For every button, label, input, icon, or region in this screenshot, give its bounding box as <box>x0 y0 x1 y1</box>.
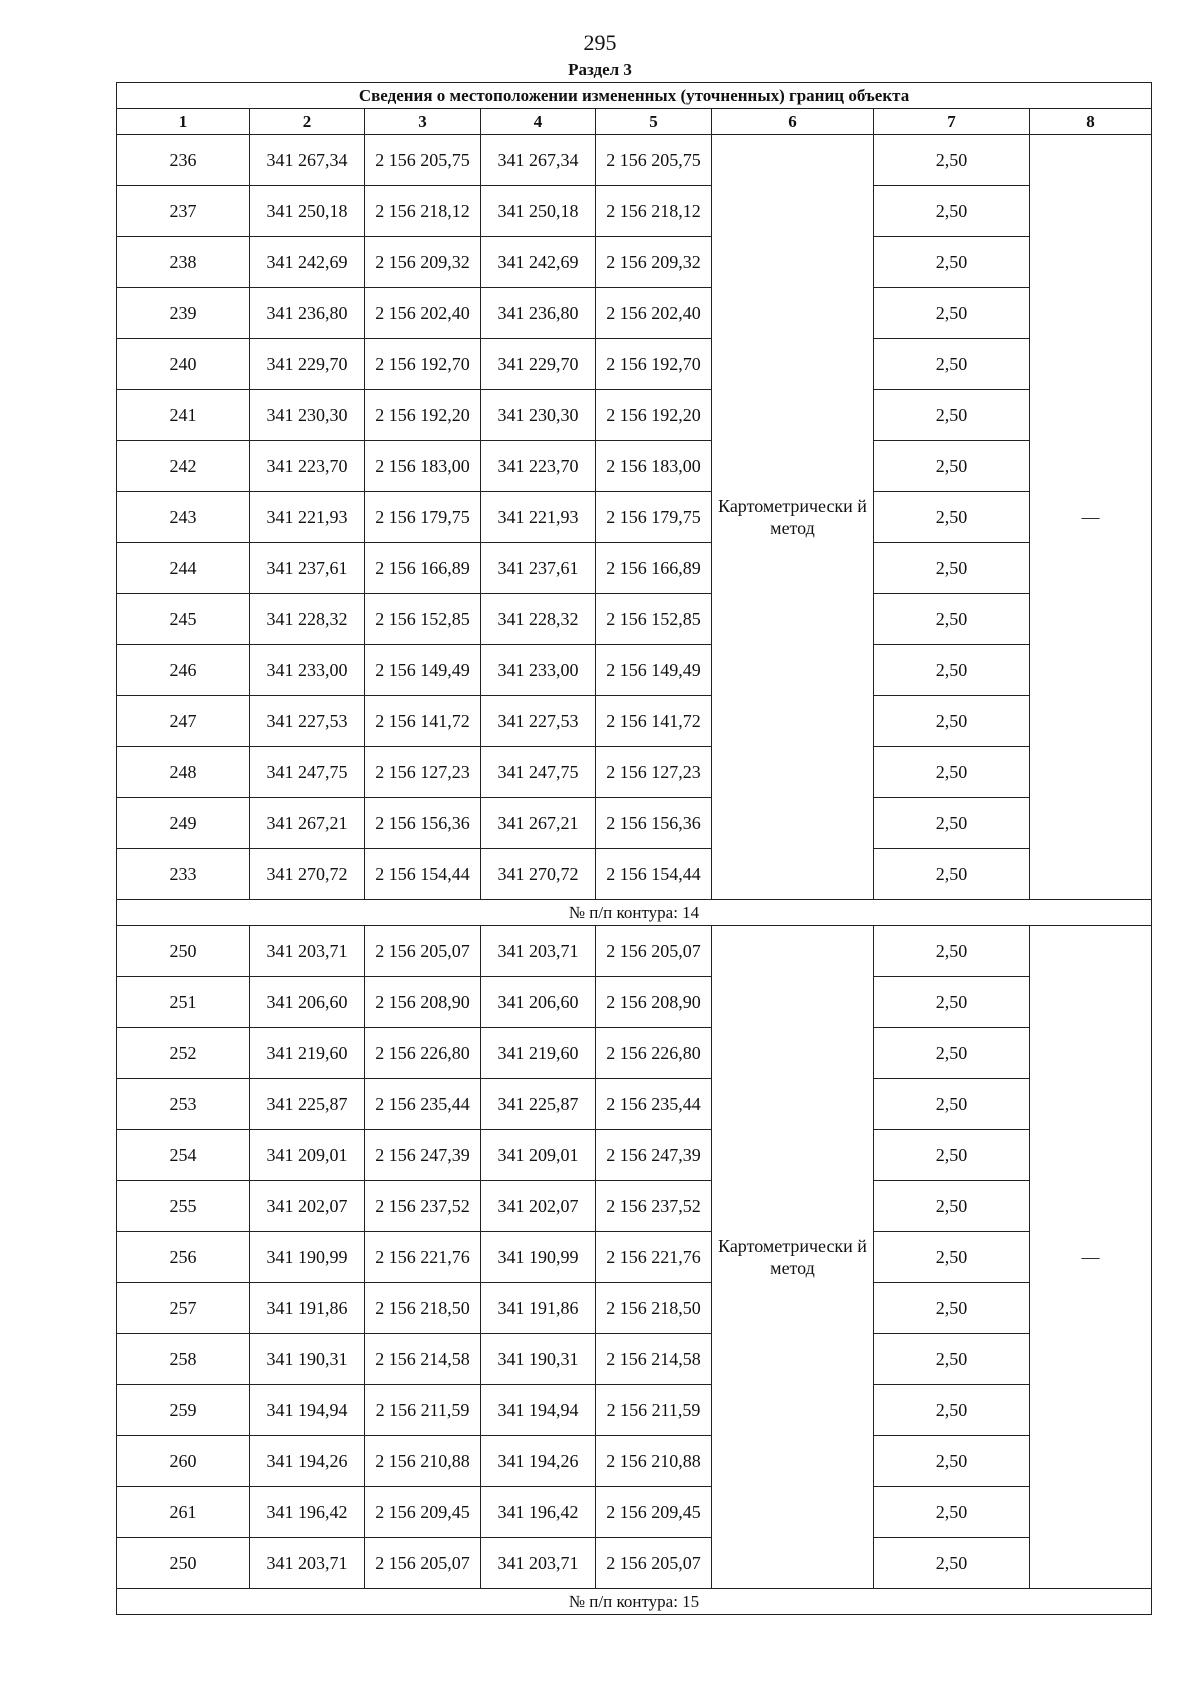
table-row <box>117 1130 1152 1181</box>
point-number-cell: 241 <box>117 390 250 441</box>
accuracy-cell: 2,50 <box>874 543 1030 594</box>
existing-x-cell: 341 203,71 <box>250 926 365 977</box>
point-number-cell: 260 <box>117 1436 250 1487</box>
new-x-cell: 341 194,94 <box>481 1385 596 1436</box>
new-y-cell: 2 156 149,49 <box>596 645 712 696</box>
existing-y-cell: 2 156 154,44 <box>365 849 481 900</box>
new-y-cell: 2 156 211,59 <box>596 1385 712 1436</box>
new-y-cell: 2 156 154,44 <box>596 849 712 900</box>
column-header-row <box>117 109 1152 135</box>
new-x-cell: 341 194,26 <box>481 1436 596 1487</box>
point-number-cell: 250 <box>117 1538 250 1589</box>
point-number-cell: 256 <box>117 1232 250 1283</box>
existing-x-cell: 341 225,87 <box>250 1079 365 1130</box>
new-y-cell: 2 156 192,20 <box>596 390 712 441</box>
new-y-cell: 2 156 210,88 <box>596 1436 712 1487</box>
new-y-cell: 2 156 209,45 <box>596 1487 712 1538</box>
new-x-cell: 341 250,18 <box>481 186 596 237</box>
table-row <box>117 1538 1152 1589</box>
existing-y-cell: 2 156 205,07 <box>365 926 481 977</box>
new-x-cell: 341 230,30 <box>481 390 596 441</box>
new-y-cell: 2 156 205,75 <box>596 135 712 186</box>
column-header: 5 <box>596 109 712 135</box>
contour-label: № п/п контура: 15 <box>117 1589 1152 1615</box>
point-number-cell: 246 <box>117 645 250 696</box>
table-row <box>117 441 1152 492</box>
existing-x-cell: 341 209,01 <box>250 1130 365 1181</box>
new-x-cell: 341 209,01 <box>481 1130 596 1181</box>
new-y-cell: 2 156 218,50 <box>596 1283 712 1334</box>
accuracy-cell: 2,50 <box>874 645 1030 696</box>
existing-x-cell: 341 237,61 <box>250 543 365 594</box>
new-y-cell: 2 156 209,32 <box>596 237 712 288</box>
new-y-cell: 2 156 221,76 <box>596 1232 712 1283</box>
new-y-cell: 2 156 141,72 <box>596 696 712 747</box>
point-number-cell: 259 <box>117 1385 250 1436</box>
existing-y-cell: 2 156 209,45 <box>365 1487 481 1538</box>
point-number-cell: 236 <box>117 135 250 186</box>
new-x-cell: 341 203,71 <box>481 1538 596 1589</box>
accuracy-cell: 2,50 <box>874 696 1030 747</box>
existing-y-cell: 2 156 210,88 <box>365 1436 481 1487</box>
point-number-cell: 233 <box>117 849 250 900</box>
column-8-cell: — <box>1030 135 1152 900</box>
point-number-cell: 239 <box>117 288 250 339</box>
accuracy-cell: 2,50 <box>874 1028 1030 1079</box>
new-y-cell: 2 156 247,39 <box>596 1130 712 1181</box>
table-row <box>117 926 1152 977</box>
page-number: 295 <box>583 30 617 55</box>
new-x-cell: 341 225,87 <box>481 1079 596 1130</box>
existing-y-cell: 2 156 247,39 <box>365 1130 481 1181</box>
new-x-cell: 341 229,70 <box>481 339 596 390</box>
existing-x-cell: 341 219,60 <box>250 1028 365 1079</box>
existing-y-cell: 2 156 218,12 <box>365 186 481 237</box>
column-header: 1 <box>117 109 250 135</box>
existing-x-cell: 341 228,32 <box>250 594 365 645</box>
accuracy-cell: 2,50 <box>874 1283 1030 1334</box>
table-row <box>117 1232 1152 1283</box>
point-number-cell: 254 <box>117 1130 250 1181</box>
table-row <box>117 1181 1152 1232</box>
existing-y-cell: 2 156 192,20 <box>365 390 481 441</box>
accuracy-cell: 2,50 <box>874 390 1030 441</box>
new-y-cell: 2 156 214,58 <box>596 1334 712 1385</box>
existing-x-cell: 341 190,99 <box>250 1232 365 1283</box>
contour-label-row <box>117 1589 1152 1615</box>
table-row <box>117 747 1152 798</box>
existing-x-cell: 341 247,75 <box>250 747 365 798</box>
existing-y-cell: 2 156 226,80 <box>365 1028 481 1079</box>
existing-x-cell: 341 270,72 <box>250 849 365 900</box>
existing-x-cell: 341 267,21 <box>250 798 365 849</box>
existing-y-cell: 2 156 202,40 <box>365 288 481 339</box>
table-row <box>117 798 1152 849</box>
new-y-cell: 2 156 237,52 <box>596 1181 712 1232</box>
point-number-cell: 261 <box>117 1487 250 1538</box>
accuracy-cell: 2,50 <box>874 1079 1030 1130</box>
table-row <box>117 1334 1152 1385</box>
table-row <box>117 186 1152 237</box>
existing-y-cell: 2 156 166,89 <box>365 543 481 594</box>
existing-y-cell: 2 156 221,76 <box>365 1232 481 1283</box>
column-header: 6 <box>712 109 874 135</box>
new-x-cell: 341 206,60 <box>481 977 596 1028</box>
new-x-cell: 341 223,70 <box>481 441 596 492</box>
table-row <box>117 1385 1152 1436</box>
existing-y-cell: 2 156 183,00 <box>365 441 481 492</box>
existing-y-cell: 2 156 209,32 <box>365 237 481 288</box>
accuracy-cell: 2,50 <box>874 747 1030 798</box>
table-row <box>117 288 1152 339</box>
accuracy-cell: 2,50 <box>874 594 1030 645</box>
table-row <box>117 390 1152 441</box>
new-y-cell: 2 156 235,44 <box>596 1079 712 1130</box>
new-y-cell: 2 156 192,70 <box>596 339 712 390</box>
existing-y-cell: 2 156 214,58 <box>365 1334 481 1385</box>
accuracy-cell: 2,50 <box>874 1130 1030 1181</box>
table-row <box>117 594 1152 645</box>
point-number-cell: 251 <box>117 977 250 1028</box>
existing-x-cell: 341 236,80 <box>250 288 365 339</box>
existing-x-cell: 341 202,07 <box>250 1181 365 1232</box>
new-x-cell: 341 267,21 <box>481 798 596 849</box>
contour-label-row <box>117 900 1152 926</box>
point-number-cell: 244 <box>117 543 250 594</box>
existing-y-cell: 2 156 152,85 <box>365 594 481 645</box>
accuracy-cell: 2,50 <box>874 926 1030 977</box>
method-cell: Картометрически й метод <box>712 135 874 900</box>
accuracy-cell: 2,50 <box>874 1487 1030 1538</box>
new-y-cell: 2 156 152,85 <box>596 594 712 645</box>
accuracy-cell: 2,50 <box>874 237 1030 288</box>
table-row <box>117 645 1152 696</box>
new-y-cell: 2 156 156,36 <box>596 798 712 849</box>
existing-x-cell: 341 194,94 <box>250 1385 365 1436</box>
existing-y-cell: 2 156 235,44 <box>365 1079 481 1130</box>
table-row <box>117 1079 1152 1130</box>
existing-y-cell: 2 156 208,90 <box>365 977 481 1028</box>
new-x-cell: 341 196,42 <box>481 1487 596 1538</box>
table-row <box>117 849 1152 900</box>
existing-x-cell: 341 203,71 <box>250 1538 365 1589</box>
column-header: 2 <box>250 109 365 135</box>
new-y-cell: 2 156 218,12 <box>596 186 712 237</box>
existing-x-cell: 341 242,69 <box>250 237 365 288</box>
point-number-cell: 252 <box>117 1028 250 1079</box>
point-number-cell: 243 <box>117 492 250 543</box>
existing-y-cell: 2 156 127,23 <box>365 747 481 798</box>
point-number-cell: 247 <box>117 696 250 747</box>
column-8-cell: — <box>1030 926 1152 1589</box>
point-number-cell: 258 <box>117 1334 250 1385</box>
existing-y-cell: 2 156 218,50 <box>365 1283 481 1334</box>
existing-x-cell: 341 267,34 <box>250 135 365 186</box>
existing-y-cell: 2 156 205,07 <box>365 1538 481 1589</box>
existing-y-cell: 2 156 205,75 <box>365 135 481 186</box>
new-y-cell: 2 156 208,90 <box>596 977 712 1028</box>
point-number-cell: 255 <box>117 1181 250 1232</box>
existing-y-cell: 2 156 211,59 <box>365 1385 481 1436</box>
point-number-cell: 253 <box>117 1079 250 1130</box>
accuracy-cell: 2,50 <box>874 186 1030 237</box>
accuracy-cell: 2,50 <box>874 441 1030 492</box>
table-row <box>117 1487 1152 1538</box>
new-y-cell: 2 156 183,00 <box>596 441 712 492</box>
accuracy-cell: 2,50 <box>874 492 1030 543</box>
existing-x-cell: 341 206,60 <box>250 977 365 1028</box>
point-number-cell: 238 <box>117 237 250 288</box>
point-number-cell: 240 <box>117 339 250 390</box>
accuracy-cell: 2,50 <box>874 1232 1030 1283</box>
existing-x-cell: 341 190,31 <box>250 1334 365 1385</box>
existing-y-cell: 2 156 192,70 <box>365 339 481 390</box>
accuracy-cell: 2,50 <box>874 1538 1030 1589</box>
column-header: 7 <box>874 109 1030 135</box>
existing-y-cell: 2 156 149,49 <box>365 645 481 696</box>
new-x-cell: 341 228,32 <box>481 594 596 645</box>
table-row <box>117 696 1152 747</box>
new-x-cell: 341 190,31 <box>481 1334 596 1385</box>
new-y-cell: 2 156 127,23 <box>596 747 712 798</box>
section-title: Раздел 3 <box>568 60 632 79</box>
point-number-cell: 249 <box>117 798 250 849</box>
new-x-cell: 341 190,99 <box>481 1232 596 1283</box>
accuracy-cell: 2,50 <box>874 977 1030 1028</box>
new-x-cell: 341 227,53 <box>481 696 596 747</box>
accuracy-cell: 2,50 <box>874 288 1030 339</box>
new-x-cell: 341 267,34 <box>481 135 596 186</box>
new-y-cell: 2 156 166,89 <box>596 543 712 594</box>
new-x-cell: 341 233,00 <box>481 645 596 696</box>
existing-y-cell: 2 156 179,75 <box>365 492 481 543</box>
accuracy-cell: 2,50 <box>874 798 1030 849</box>
accuracy-cell: 2,50 <box>874 1181 1030 1232</box>
existing-x-cell: 341 229,70 <box>250 339 365 390</box>
table-row <box>117 135 1152 186</box>
new-x-cell: 341 247,75 <box>481 747 596 798</box>
new-y-cell: 2 156 226,80 <box>596 1028 712 1079</box>
accuracy-cell: 2,50 <box>874 135 1030 186</box>
point-number-cell: 248 <box>117 747 250 798</box>
point-number-cell: 245 <box>117 594 250 645</box>
new-y-cell: 2 156 205,07 <box>596 1538 712 1589</box>
new-x-cell: 341 191,86 <box>481 1283 596 1334</box>
table-row <box>117 543 1152 594</box>
table-row <box>117 977 1152 1028</box>
new-x-cell: 341 203,71 <box>481 926 596 977</box>
column-header: 3 <box>365 109 481 135</box>
point-number-cell: 257 <box>117 1283 250 1334</box>
new-x-cell: 341 242,69 <box>481 237 596 288</box>
existing-y-cell: 2 156 156,36 <box>365 798 481 849</box>
accuracy-cell: 2,50 <box>874 1385 1030 1436</box>
table-row <box>117 237 1152 288</box>
existing-x-cell: 341 250,18 <box>250 186 365 237</box>
existing-x-cell: 341 191,86 <box>250 1283 365 1334</box>
new-x-cell: 341 221,93 <box>481 492 596 543</box>
table-row <box>117 1028 1152 1079</box>
column-header: 8 <box>1030 109 1152 135</box>
new-y-cell: 2 156 202,40 <box>596 288 712 339</box>
point-number-cell: 242 <box>117 441 250 492</box>
accuracy-cell: 2,50 <box>874 1436 1030 1487</box>
new-x-cell: 341 237,61 <box>481 543 596 594</box>
new-x-cell: 341 202,07 <box>481 1181 596 1232</box>
existing-x-cell: 341 196,42 <box>250 1487 365 1538</box>
existing-x-cell: 341 227,53 <box>250 696 365 747</box>
existing-x-cell: 341 194,26 <box>250 1436 365 1487</box>
point-number-cell: 237 <box>117 186 250 237</box>
new-x-cell: 341 270,72 <box>481 849 596 900</box>
accuracy-cell: 2,50 <box>874 849 1030 900</box>
new-x-cell: 341 219,60 <box>481 1028 596 1079</box>
point-number-cell: 250 <box>117 926 250 977</box>
accuracy-cell: 2,50 <box>874 1334 1030 1385</box>
method-cell: Картометрически й метод <box>712 926 874 1589</box>
new-y-cell: 2 156 205,07 <box>596 926 712 977</box>
table-row <box>117 339 1152 390</box>
table-row <box>117 1436 1152 1487</box>
accuracy-cell: 2,50 <box>874 339 1030 390</box>
table-caption: Сведения о местоположении измененных (уточненных) границ объекта <box>117 83 1152 109</box>
table-row <box>117 1283 1152 1334</box>
boundary-coordinates-table <box>116 82 1152 1615</box>
existing-x-cell: 341 233,00 <box>250 645 365 696</box>
existing-y-cell: 2 156 237,52 <box>365 1181 481 1232</box>
existing-x-cell: 341 221,93 <box>250 492 365 543</box>
existing-x-cell: 341 230,30 <box>250 390 365 441</box>
table-row <box>117 492 1152 543</box>
new-y-cell: 2 156 179,75 <box>596 492 712 543</box>
column-header: 4 <box>481 109 596 135</box>
existing-y-cell: 2 156 141,72 <box>365 696 481 747</box>
new-x-cell: 341 236,80 <box>481 288 596 339</box>
existing-x-cell: 341 223,70 <box>250 441 365 492</box>
contour-label: № п/п контура: 14 <box>117 900 1152 926</box>
